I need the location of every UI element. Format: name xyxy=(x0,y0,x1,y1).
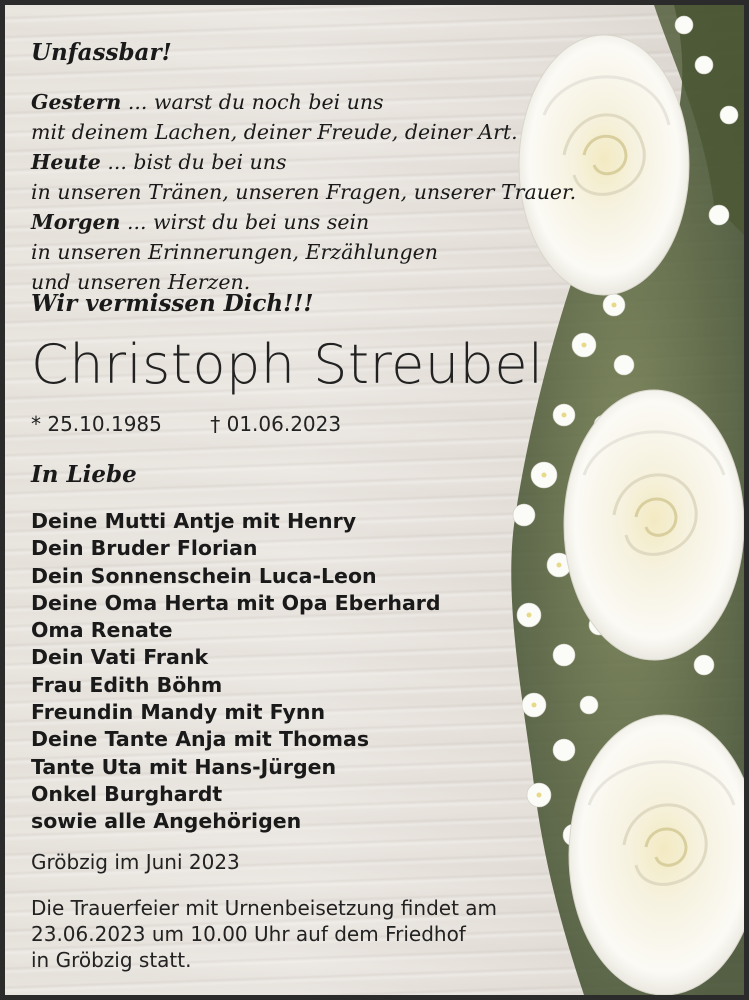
headline: Unfassbar! xyxy=(31,39,172,66)
list-item: Dein Sonnenschein Luca-Leon xyxy=(31,563,377,588)
poem-line: Heute ... bist du bei uns xyxy=(31,150,287,174)
in-love-heading: In Liebe xyxy=(31,461,137,488)
poem-line: Gestern ... warst du noch bei uns xyxy=(31,90,384,114)
list-item: sowie alle Angehörigen xyxy=(31,809,302,834)
poem-line: mit deinem Lachen, deiner Freude, deiner Art. xyxy=(31,120,518,144)
list-item: Oma Renate xyxy=(31,618,173,643)
list-item: Deine Mutti Antje mit Henry xyxy=(31,509,357,533)
poem-line: in unseren Tränen, unseren Fragen, unserer Trauer. xyxy=(31,180,577,204)
ceremony-line: 23.06.2023 um 10.00 Uhr auf dem Friedhof xyxy=(31,922,466,946)
list-item: Onkel Burghardt xyxy=(31,781,223,806)
ceremony-line: Die Trauerfeier mit Urnenbeisetzung findet am xyxy=(31,896,498,920)
list-item: Tante Uta mit Hans-Jürgen xyxy=(31,754,337,779)
life-dates xyxy=(31,412,341,436)
poem-line: in unseren Erinnerungen, Erzählungen xyxy=(31,240,438,264)
list-item: Freundin Mandy mit Fynn xyxy=(31,700,326,725)
death-date: † 01.06.2023 xyxy=(210,412,342,436)
poem xyxy=(31,87,576,297)
ceremony-info xyxy=(31,895,591,973)
list-item: Deine Oma Herta mit Opa Eberhard xyxy=(31,590,441,615)
poem-line: und unseren Herzen. xyxy=(31,270,251,294)
list-item: Deine Tante Anja mit Thomas xyxy=(31,727,370,752)
miss-you-line: Wir vermissen Dich!!! xyxy=(31,290,314,317)
poem-line: Morgen ... wirst du bei uns sein xyxy=(31,210,370,234)
birth-date: * 25.10.1985 xyxy=(31,412,162,436)
mourners-list xyxy=(31,508,441,836)
place-and-date: Gröbzig im Juni 2023 xyxy=(31,850,240,874)
list-item: Dein Bruder Florian xyxy=(31,536,258,561)
ceremony-line: in Gröbzig statt. xyxy=(31,948,192,972)
list-item: Dein Vati Frank xyxy=(31,645,209,670)
list-item: Frau Edith Böhm xyxy=(31,672,223,697)
deceased-name: Christoph Streubel xyxy=(31,333,544,396)
